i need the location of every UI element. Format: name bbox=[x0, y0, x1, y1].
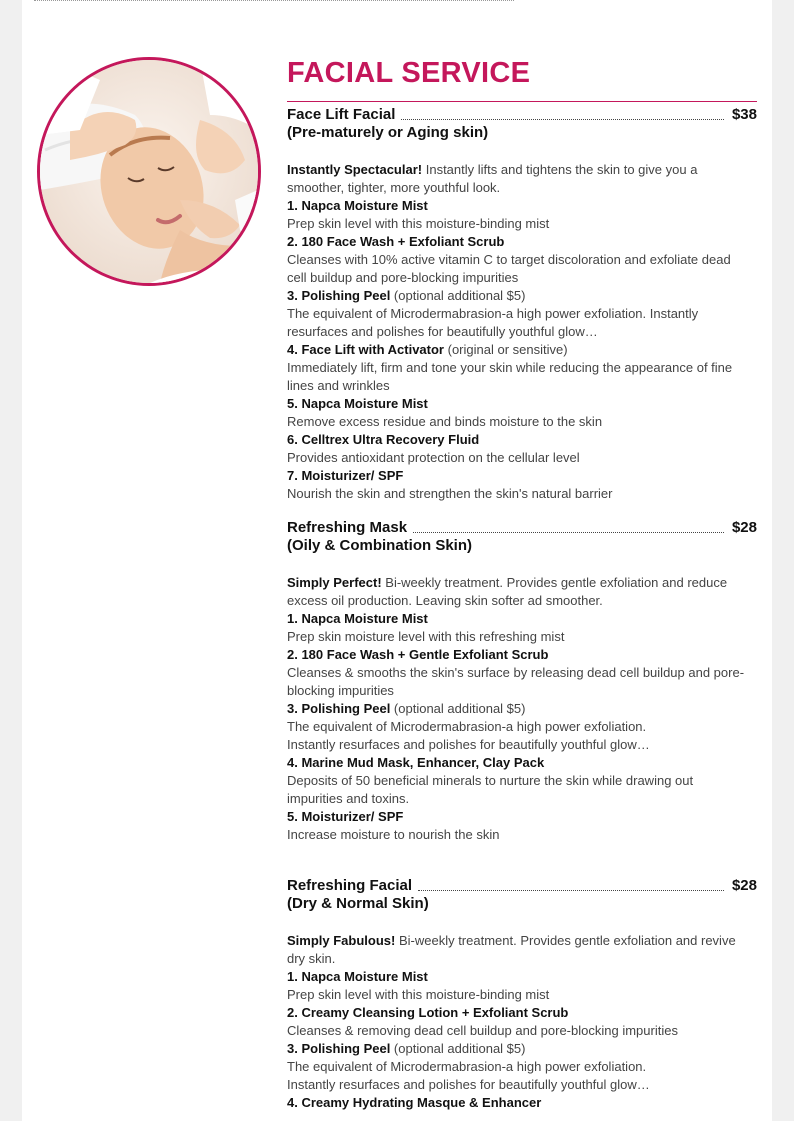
step-description: cell buildup and pore-blocking impurities bbox=[287, 270, 519, 285]
service-name: Refreshing Facial bbox=[287, 877, 413, 894]
step-description: Instantly resurfaces and polishes for beautifully youthful glow… bbox=[287, 1077, 650, 1092]
intro-text: Instantly lifts and tightens the skin to give you a bbox=[422, 162, 698, 177]
step-note: (optional additional $5) bbox=[390, 701, 526, 716]
step-description: The equivalent of Microdermabrasion-a high power exfoliation. Instantly bbox=[287, 306, 699, 321]
step-description: impurities and toxins. bbox=[287, 791, 410, 806]
step-name: 5. Moisturizer/ SPF bbox=[287, 809, 404, 824]
menu-page bbox=[22, 0, 772, 1121]
step-description: Immediately lift, firm and tone your skin while reducing the appearance of fine bbox=[287, 360, 733, 375]
page-title: FACIAL SERVICE bbox=[287, 56, 757, 102]
service-price: $28 bbox=[731, 519, 757, 536]
price-leader-dots bbox=[418, 890, 724, 891]
step-title bbox=[287, 610, 757, 628]
step-description: Nourish the skin and strengthen the skin's natural barrier bbox=[287, 486, 613, 501]
section-gap bbox=[287, 844, 757, 877]
step-description: blocking impurities bbox=[287, 683, 394, 698]
step-name: 3. Polishing Peel bbox=[287, 288, 391, 303]
intro-highlight: Instantly Spectacular! bbox=[287, 162, 423, 177]
step-name: 1. Napca Moisture Mist bbox=[287, 969, 428, 984]
step-title bbox=[287, 467, 757, 485]
step-description: Increase moisture to nourish the skin bbox=[287, 827, 500, 842]
step-name: 3. Polishing Peel bbox=[287, 1041, 391, 1056]
service-name: Face Lift Facial bbox=[287, 106, 396, 123]
step-note: (optional additional $5) bbox=[390, 1041, 526, 1056]
service-subtitle: (Pre-maturely or Aging skin) bbox=[287, 124, 489, 141]
step-title bbox=[287, 754, 757, 772]
step-description: Cleanses with 10% active vitamin C to target discoloration and exfoliate dead bbox=[287, 252, 731, 267]
step-title bbox=[287, 808, 757, 826]
service-price: $28 bbox=[731, 877, 757, 894]
service-subtitle: (Oily & Combination Skin) bbox=[287, 537, 473, 554]
step-name: 1. Napca Moisture Mist bbox=[287, 611, 428, 626]
service-section bbox=[287, 106, 757, 503]
price-leader-dots bbox=[413, 532, 724, 533]
service-price: $38 bbox=[731, 106, 757, 123]
intro-line bbox=[287, 161, 757, 179]
step-description: Instantly resurfaces and polishes for beautifully youthful glow… bbox=[287, 737, 650, 752]
step-description: Prep skin moisture level with this refreshing mist bbox=[287, 629, 565, 644]
intro-text: Bi-weekly treatment. Provides gentle exfoliation and reduce bbox=[381, 575, 728, 590]
step-description: resurfaces and polishes for beautifully youthful glow… bbox=[287, 324, 598, 339]
intro-line: smoother, tighter, more youthful look. bbox=[287, 180, 501, 195]
step-description: Prep skin level with this moisture-binding mist bbox=[287, 987, 550, 1002]
step-title bbox=[287, 287, 757, 305]
step-description: Provides antioxidant protection on the cellular level bbox=[287, 450, 580, 465]
service-menu bbox=[287, 56, 757, 1112]
step-name: 7. Moisturizer/ SPF bbox=[287, 468, 404, 483]
step-title bbox=[287, 395, 757, 413]
service-intro bbox=[287, 574, 757, 610]
step-title bbox=[287, 197, 757, 215]
step-description: Cleanses & smooths the skin's surface by releasing dead cell buildup and pore- bbox=[287, 665, 745, 680]
service-name: Refreshing Mask bbox=[287, 519, 408, 536]
service-subtitle: (Dry & Normal Skin) bbox=[287, 895, 429, 912]
step-name: 2. 180 Face Wash + Exfoliant Scrub bbox=[287, 234, 505, 249]
step-name: 4. Creamy Hydrating Masque & Enhancer bbox=[287, 1095, 542, 1110]
step-title bbox=[287, 1004, 757, 1022]
service-intro bbox=[287, 932, 757, 968]
top-divider bbox=[34, 0, 514, 3]
service-section bbox=[287, 877, 757, 1112]
intro-highlight: Simply Fabulous! bbox=[287, 933, 396, 948]
step-name: 3. Polishing Peel bbox=[287, 701, 391, 716]
step-title bbox=[287, 1094, 757, 1112]
service-header bbox=[287, 877, 757, 895]
step-title bbox=[287, 646, 757, 664]
section-gap bbox=[287, 503, 757, 519]
step-description: Remove excess residue and binds moisture to the skin bbox=[287, 414, 603, 429]
intro-text: Bi-weekly treatment. Provides gentle exfoliation and revive bbox=[395, 933, 736, 948]
step-name: 5. Napca Moisture Mist bbox=[287, 396, 428, 411]
step-name: 4. Marine Mud Mask, Enhancer, Clay Pack bbox=[287, 755, 545, 770]
step-description: Deposits of 50 beneficial minerals to nurture the skin while drawing out bbox=[287, 773, 694, 788]
facial-massage-photo bbox=[37, 57, 261, 286]
step-name: 1. Napca Moisture Mist bbox=[287, 198, 428, 213]
step-note: (optional additional $5) bbox=[390, 288, 526, 303]
step-description: lines and wrinkles bbox=[287, 378, 390, 393]
step-description: The equivalent of Microdermabrasion-a high power exfoliation. bbox=[287, 719, 647, 734]
step-name: 6. Celltrex Ultra Recovery Fluid bbox=[287, 432, 480, 447]
step-description: Prep skin level with this moisture-binding mist bbox=[287, 216, 550, 231]
step-note: (original or sensitive) bbox=[444, 342, 568, 357]
intro-line: dry skin. bbox=[287, 951, 336, 966]
step-name: 2. 180 Face Wash + Gentle Exfoliant Scrub bbox=[287, 647, 549, 662]
intro-line bbox=[287, 932, 757, 950]
step-name: 4. Face Lift with Activator bbox=[287, 342, 444, 357]
step-description: The equivalent of Microdermabrasion-a high power exfoliation. bbox=[287, 1059, 647, 1074]
service-list bbox=[287, 106, 757, 1112]
service-section bbox=[287, 519, 757, 844]
intro-line bbox=[287, 574, 757, 592]
service-header bbox=[287, 519, 757, 537]
step-description: Cleanses & removing dead cell buildup and pore-blocking impurities bbox=[287, 1023, 678, 1038]
service-intro bbox=[287, 161, 757, 197]
step-title bbox=[287, 1040, 757, 1058]
step-title bbox=[287, 968, 757, 986]
intro-line: excess oil production. Leaving skin softer ad smoother. bbox=[287, 593, 603, 608]
step-title bbox=[287, 341, 757, 359]
step-name: 2. Creamy Cleansing Lotion + Exfoliant Scrub bbox=[287, 1005, 569, 1020]
intro-highlight: Simply Perfect! bbox=[287, 575, 382, 590]
step-title bbox=[287, 431, 757, 449]
price-leader-dots bbox=[401, 119, 724, 120]
step-title bbox=[287, 700, 757, 718]
service-header bbox=[287, 106, 757, 124]
step-title bbox=[287, 233, 757, 251]
